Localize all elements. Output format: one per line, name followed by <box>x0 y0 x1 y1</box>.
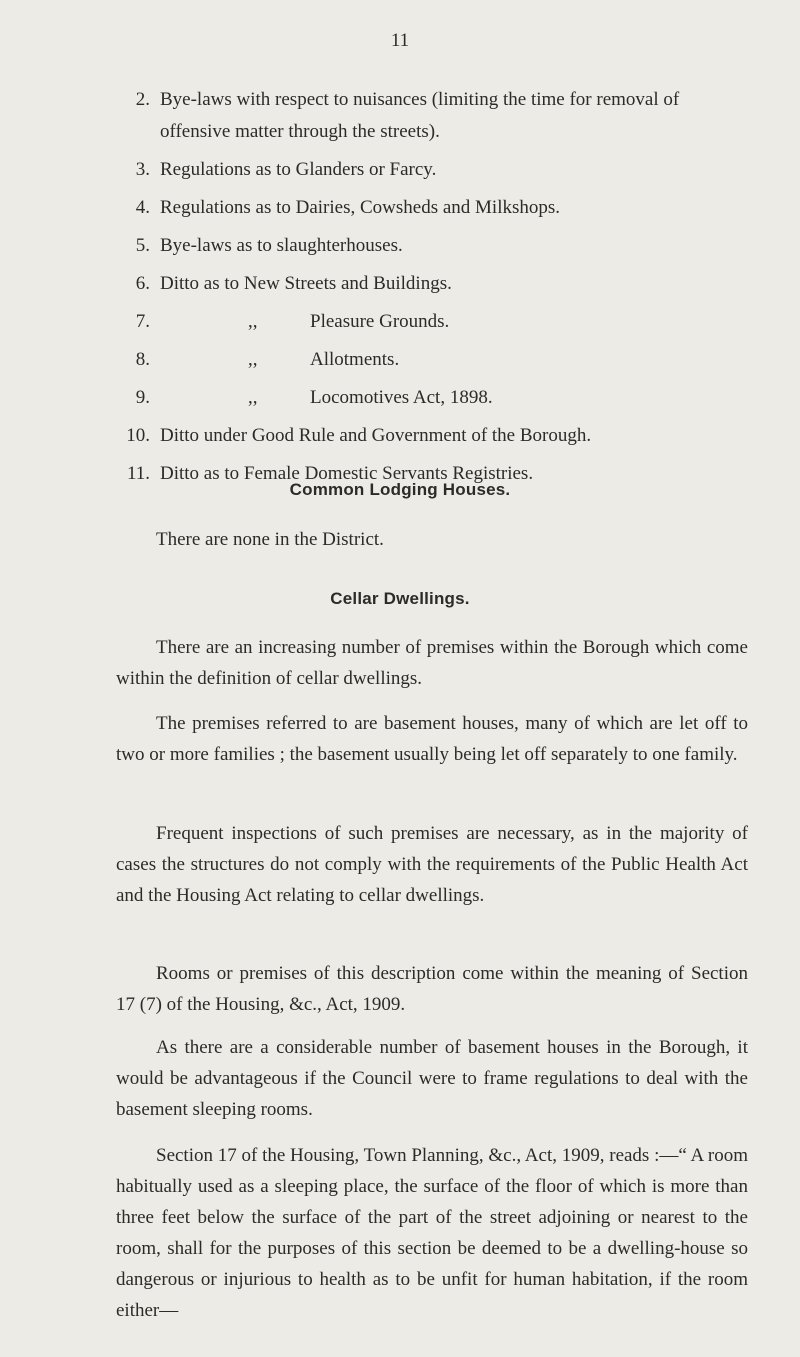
lodging-heading: Common Lodging Houses. <box>289 480 511 499</box>
list-item-number: 11. <box>126 463 150 484</box>
list-item <box>120 344 720 376</box>
list-item <box>120 420 720 452</box>
cellar-heading: Cellar Dwellings. <box>330 589 470 608</box>
list-item-text: Bye-laws with respect to nuisances (limiting the time for removal of offensive matter through the streets). <box>160 89 680 142</box>
byelaws-list <box>120 84 720 496</box>
list-item-text: Allotments. <box>310 349 400 370</box>
list-item-text: Regulations as to Dairies, Cowsheds and Milkshops. <box>160 197 561 218</box>
cellar-paragraph: Frequent inspections of such premises are necessary, as in the majority of cases the structures do not comply with the requirements of the Public Health Act and the Housing Act relating to cellar dwellings. <box>116 823 748 906</box>
list-item-number: 6. <box>135 273 150 294</box>
cellar-paragraph: Rooms or premises of this description come within the meaning of Section 17 (7) of the Housing, &c., Act, 1909. <box>116 963 748 1015</box>
list-item-number: 10. <box>126 425 150 446</box>
list-item-number: 9. <box>135 387 150 408</box>
list-item-text: Bye-laws as to slaughterhouses. <box>160 235 403 256</box>
ditto-mark: ,, <box>248 311 258 332</box>
ditto-mark: ,, <box>248 349 258 370</box>
cellar-paragraph: There are an increasing number of premises within the Borough which come within the definition of cellar dwellings. <box>116 637 748 689</box>
list-item-text: Ditto as to New Streets and Buildings. <box>160 273 452 294</box>
lodging-paragraph: There are none in the District. <box>156 529 384 550</box>
list-item-text: Ditto under Good Rule and Government of the Borough. <box>160 425 592 446</box>
list-item-text: Locomotives Act, 1898. <box>310 387 493 408</box>
list-item <box>120 268 720 300</box>
cellar-paragraph: The premises referred to are basement houses, many of which are let off to two or more families ; the basement usually being let off separately to one family. <box>116 713 748 765</box>
cellar-paragraph: As there are a considerable number of basement houses in the Borough, it would be advantageous if the Council were to frame regulations to deal with the basement sleeping rooms. <box>116 1037 748 1120</box>
list-item <box>120 382 720 414</box>
list-item <box>120 230 720 262</box>
list-item-number: 7. <box>135 311 150 332</box>
list-item-number: 2. <box>135 89 150 110</box>
list-item-text: Pleasure Grounds. <box>310 311 450 332</box>
list-item-number: 8. <box>135 349 150 370</box>
list-item-number: 4. <box>135 197 150 218</box>
page-number: 11 <box>390 30 410 51</box>
list-item-number: 5. <box>135 235 150 256</box>
list-item-number: 3. <box>135 159 150 180</box>
ditto-mark: ,, <box>248 387 258 408</box>
list-item <box>120 154 720 186</box>
list-item-text: Ditto as to Female Domestic Servants Registries. <box>160 463 534 484</box>
cellar-paragraph: Section 17 of the Housing, Town Planning, &c., Act, 1909, reads :—“ A room habitually used as a sleeping place, the surface of the floor of which is more than three feet below the surface of the part of the street adjoining or nearest to the room, shall for the purposes of this section be deemed to be a dwelling-house so dangerous or injurious to health as to be unfit for human habitation, if the room either— <box>116 1145 749 1321</box>
list-item <box>120 84 720 148</box>
list-item <box>120 306 720 338</box>
list-item <box>120 192 720 224</box>
list-item-text: Regulations as to Glanders or Farcy. <box>160 159 437 180</box>
